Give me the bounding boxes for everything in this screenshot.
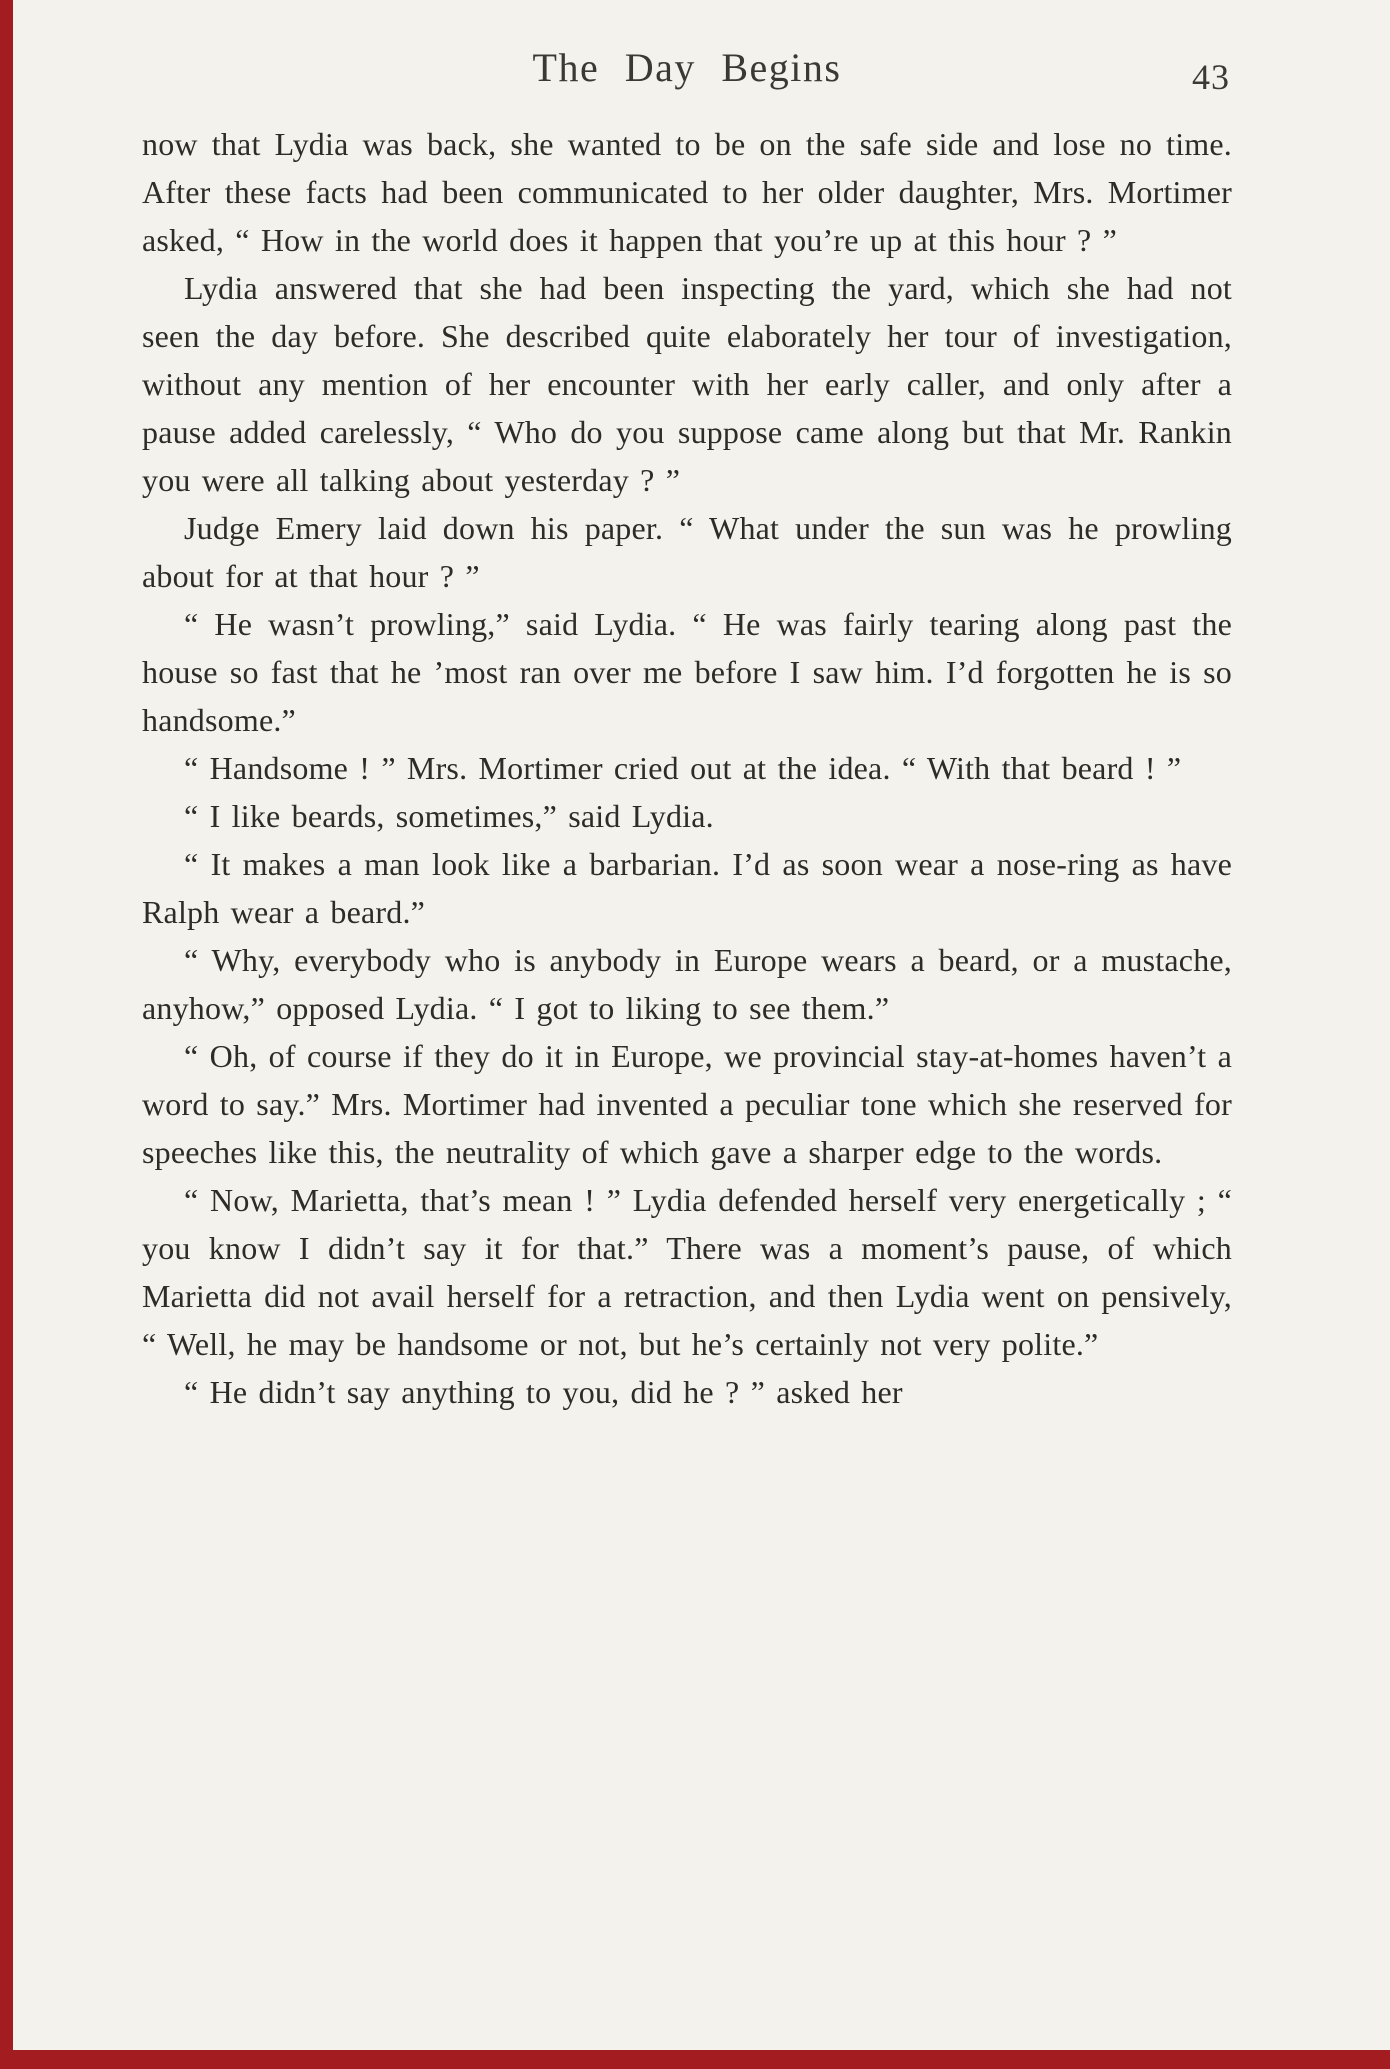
paragraph: “ He didn’t say anything to you, did he ? ” asked her	[184, 1374, 903, 1410]
paragraph: “ He wasn’t prowling,” said Lydia. “ He was fairly tearing along past the house so fast that he ’most ran over me before I saw him. I’d forgotten he is so handsome.”	[142, 606, 1232, 738]
running-header	[142, 44, 1232, 118]
scan-edge-bottom	[0, 2050, 1390, 2069]
paragraph: Judge Emery laid down his paper. “ What under the sun was he prowling about for at that hour ? ”	[142, 510, 1232, 594]
chapter-title: The Day Begins	[532, 45, 842, 90]
page-content	[142, 44, 1232, 1416]
paragraph: Lydia answered that she had been inspecting the yard, which she had not seen the day before. She described quite elaborately her tour of investigation, without any mention of her encounter with her early caller, and only after a pause added carelessly, “ Who do you suppose came along but that Mr. Rankin you were all talking about yesterday ? ”	[142, 270, 1232, 498]
paragraph: now that Lydia was back, she wanted to be on the safe side and lose no time. After these facts had been communicated to her older daughter, Mrs. Mortimer asked, “ How in the world does it happen that you’re up at this hour ? ”	[142, 126, 1232, 258]
paragraph: “ Handsome ! ” Mrs. Mortimer cried out at the idea. “ With that beard ! ”	[184, 750, 1182, 786]
page-number: 43	[1192, 57, 1230, 97]
paragraph: “ Why, everybody who is anybody in Europe wears a beard, or a mustache, anyhow,” opposed Lydia. “ I got to liking to see them.”	[142, 942, 1232, 1026]
page-text	[142, 120, 1232, 1416]
paragraph: “ Oh, of course if they do it in Europe, we provincial stay-at-homes haven’t a word to say.” Mrs. Mortimer had invented a peculiar tone which she reserved for speeches like this, the neutrality of which gave a sharper edge to the words.	[142, 1038, 1232, 1170]
paragraph: “ I like beards, sometimes,” said Lydia.	[184, 798, 714, 834]
paragraph: “ It makes a man look like a barbarian. I’d as soon wear a nose-ring as have Ralph wear a beard.”	[142, 846, 1232, 930]
paragraph: “ Now, Marietta, that’s mean ! ” Lydia defended herself very energetically ; “ you know I didn’t say it for that.” There was a moment’s pause, of which Marietta did not avail herself for a retraction, and then Lydia went on pensively, “ Well, he may be handsome or not, but he’s certainly not very polite.”	[142, 1182, 1232, 1362]
scan-edge-left	[0, 0, 13, 2069]
